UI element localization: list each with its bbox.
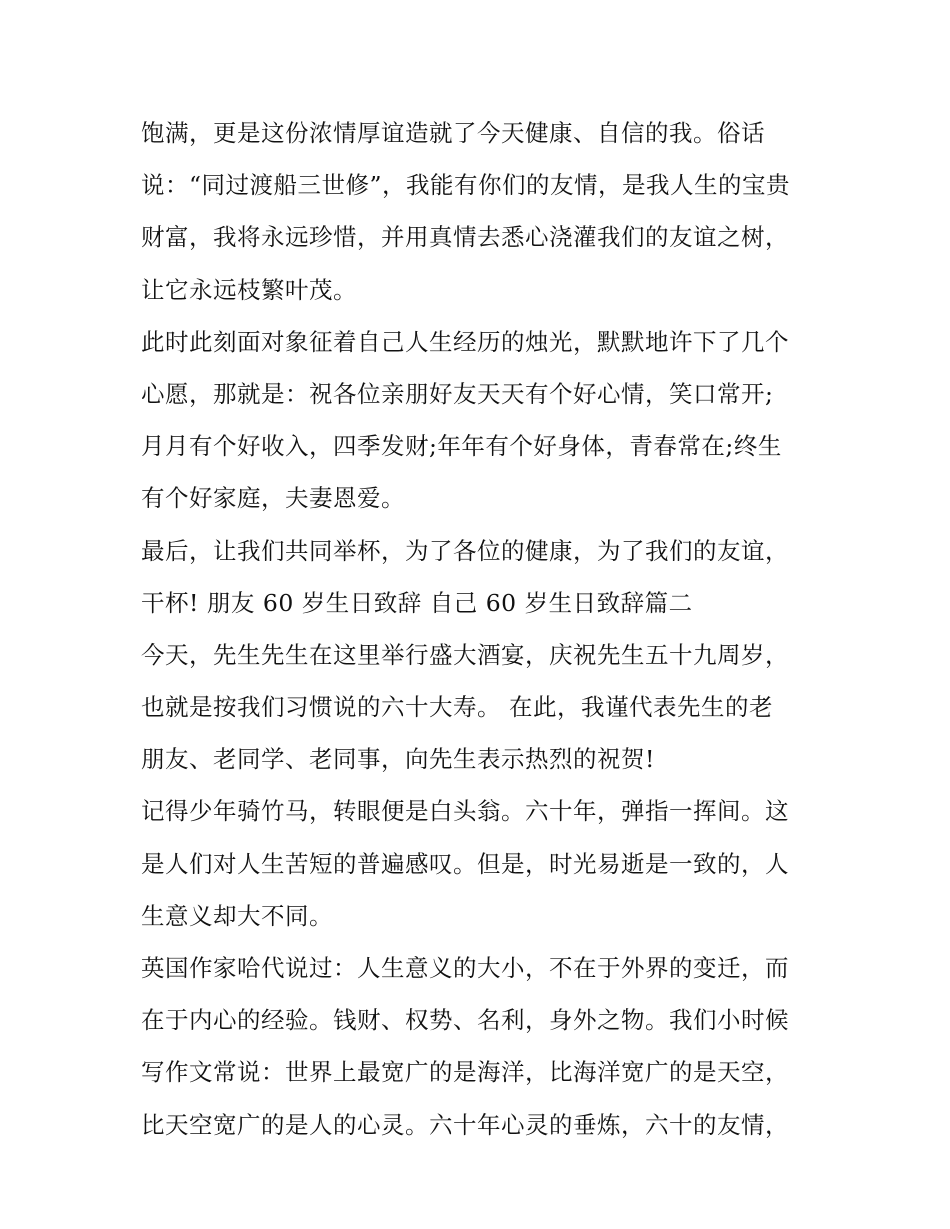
document-body bbox=[141, 107, 821, 1151]
text-line: 月月有个好收入，四季发财;年年有个好身体，青春常在;终生 bbox=[141, 432, 782, 461]
text-line: 今天，先生先生在这里举行盛大酒宴，庆祝先生五十九周岁， bbox=[141, 640, 789, 669]
text-line: 让它永远枝繁叶茂。 bbox=[141, 275, 357, 304]
text-line: 有个好家庭，夫妻恩爱。 bbox=[141, 484, 405, 513]
text-line: 记得少年骑竹马，转眼便是白头翁。六十年，弹指一挥间。这 bbox=[141, 797, 789, 826]
text-line: 此时此刻面对象征着自己人生经历的烛光，默默地许下了几个 bbox=[141, 327, 789, 356]
text-line: 饱满，更是这份浓情厚谊造就了今天健康、自信的我。俗话 bbox=[141, 119, 765, 147]
text-line: 干杯! 朋友 60 岁生日致辞 自己 60 岁生日致辞篇二 bbox=[141, 588, 693, 617]
text-line: 财富，我将永远珍惜，并用真情去悉心浇灌我们的友谊之树， bbox=[141, 223, 789, 252]
text-line: 最后，让我们共同举杯，为了各位的健康，为了我们的友谊， bbox=[141, 536, 789, 565]
text-line: 比天空宽广的是人的心灵。六十年心灵的垂炼，六十的友情， bbox=[141, 1110, 789, 1139]
text-line: 说：“同过渡船三世修”，我能有你们的友情，是我人生的宝贵 bbox=[141, 171, 791, 200]
text-line: 也就是按我们习惯说的六十大寿。 在此，我谨代表先生的老 bbox=[141, 693, 773, 722]
text-line: 朋友、老同学、老同事，向先生表示热烈的祝贺! bbox=[141, 745, 655, 774]
text-line: 是人们对人生苦短的普遍感叹。但是，时光易逝是一致的，人 bbox=[141, 849, 789, 878]
text-line: 心愿，那就是：祝各位亲朋好友天天有个好心情，笑口常开; bbox=[141, 379, 774, 408]
text-line: 生意义却大不同。 bbox=[141, 901, 333, 930]
text-line: 英国作家哈代说过：人生意义的大小，不在于外界的变迁，而 bbox=[141, 954, 789, 982]
text-line: 写作文常说：世界上最宽广的是海洋，比海洋宽广的是天空， bbox=[141, 1058, 789, 1087]
text-line: 在于内心的经验。钱财、权势、名利，身外之物。我们小时候 bbox=[141, 1006, 789, 1035]
